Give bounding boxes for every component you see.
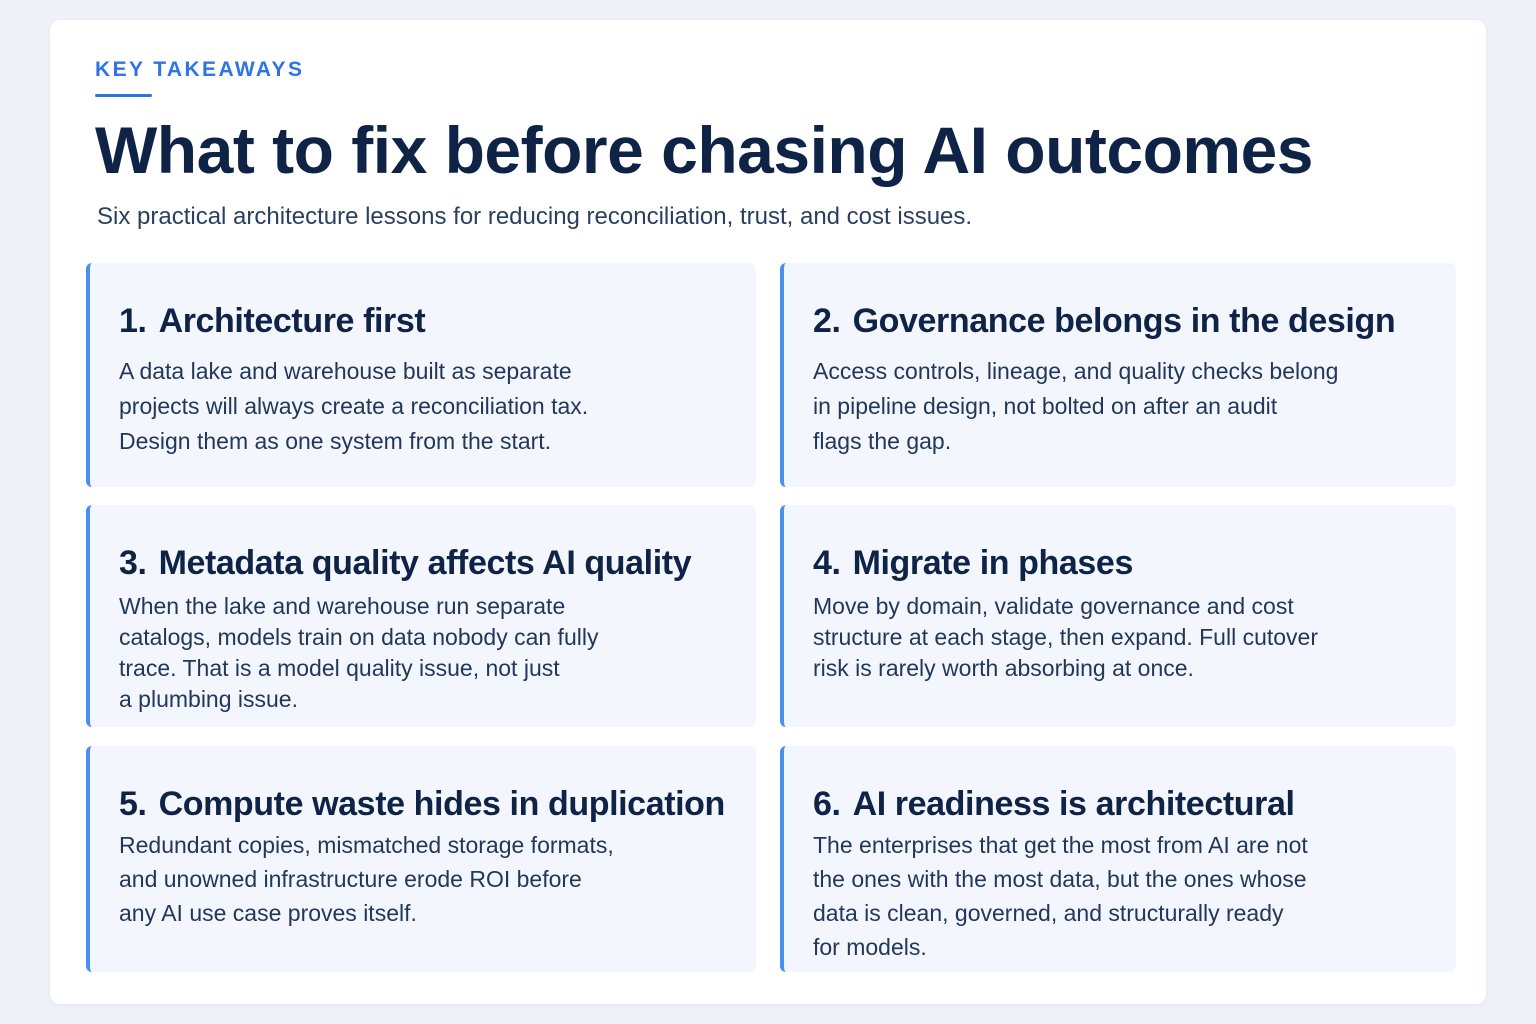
card-description-line: any AI use case proves itself. [119, 900, 417, 926]
card-number: 5. [119, 785, 147, 823]
card-description-line: Design them as one system from the start. [119, 428, 552, 454]
card-description-line: The enterprises that get the most from AI are not [813, 832, 1308, 858]
card-description-line: for models. [813, 934, 927, 960]
takeaway-card-3 [86, 505, 756, 727]
card-description-line: in pipeline design, not bolted on after an audit [813, 393, 1278, 419]
page-subtitle: Six practical architecture lessons for reducing reconciliation, trust, and cost issues. [97, 203, 973, 230]
card-title [813, 541, 1133, 585]
card-description-line: Move by domain, validate governance and cost [813, 593, 1294, 619]
card-description-line: Redundant copies, mismatched storage formats, [119, 832, 614, 858]
takeaway-card-2 [780, 263, 1456, 487]
card-number: 6. [813, 785, 841, 823]
card-description-line: flags the gap. [813, 428, 952, 454]
card-heading: Migrate in phases [852, 544, 1133, 582]
card-description [119, 828, 679, 930]
card-description-line: a plumbing issue. [119, 686, 298, 712]
card-description-line: catalogs, models train on data nobody can fully [119, 624, 599, 650]
eyebrow-underline [95, 94, 152, 97]
card-description [813, 591, 1373, 684]
card-description-line: data is clean, governed, and structurally ready [813, 900, 1284, 926]
section-eyebrow: KEY TAKEAWAYS [95, 58, 305, 81]
card-title [813, 782, 1295, 826]
card-description [813, 354, 1373, 459]
card-heading: Compute waste hides in duplication [158, 785, 725, 823]
card-description-line: Access controls, lineage, and quality checks belong [813, 358, 1339, 384]
card-heading: Governance belongs in the design [852, 302, 1396, 340]
card-title [813, 299, 1395, 343]
card-description-line: A data lake and warehouse built as separate [119, 358, 572, 384]
card-heading: Architecture first [158, 302, 426, 340]
card-description-line: and unowned infrastructure erode ROI before [119, 866, 582, 892]
takeaway-card-5 [86, 746, 756, 972]
card-description-line: projects will always create a reconciliation tax. [119, 393, 589, 419]
card-title [119, 782, 725, 826]
takeaway-card-6 [780, 746, 1456, 972]
card-heading: AI readiness is architectural [852, 785, 1295, 823]
card-number: 3. [119, 544, 147, 582]
card-title [119, 541, 691, 585]
card-description [119, 591, 679, 715]
card-description-line: the ones with the most data, but the ones whose [813, 866, 1307, 892]
card-number: 1. [119, 302, 147, 340]
card-description-line: risk is rarely worth absorbing at once. [813, 655, 1194, 681]
card-description-line: structure at each stage, then expand. Full cutover [813, 624, 1319, 650]
card-description [813, 828, 1373, 964]
takeaways-panel [50, 20, 1486, 1004]
takeaway-card-1 [86, 263, 756, 487]
card-number: 4. [813, 544, 841, 582]
card-title [119, 299, 425, 343]
card-heading: Metadata quality affects AI quality [158, 544, 692, 582]
card-description [119, 354, 679, 459]
card-number: 2. [813, 302, 841, 340]
card-description-line: When the lake and warehouse run separate [119, 593, 566, 619]
page-title: What to fix before chasing AI outcomes [95, 113, 1314, 187]
card-description-line: trace. That is a model quality issue, not just [119, 655, 560, 681]
takeaway-card-4 [780, 505, 1456, 727]
